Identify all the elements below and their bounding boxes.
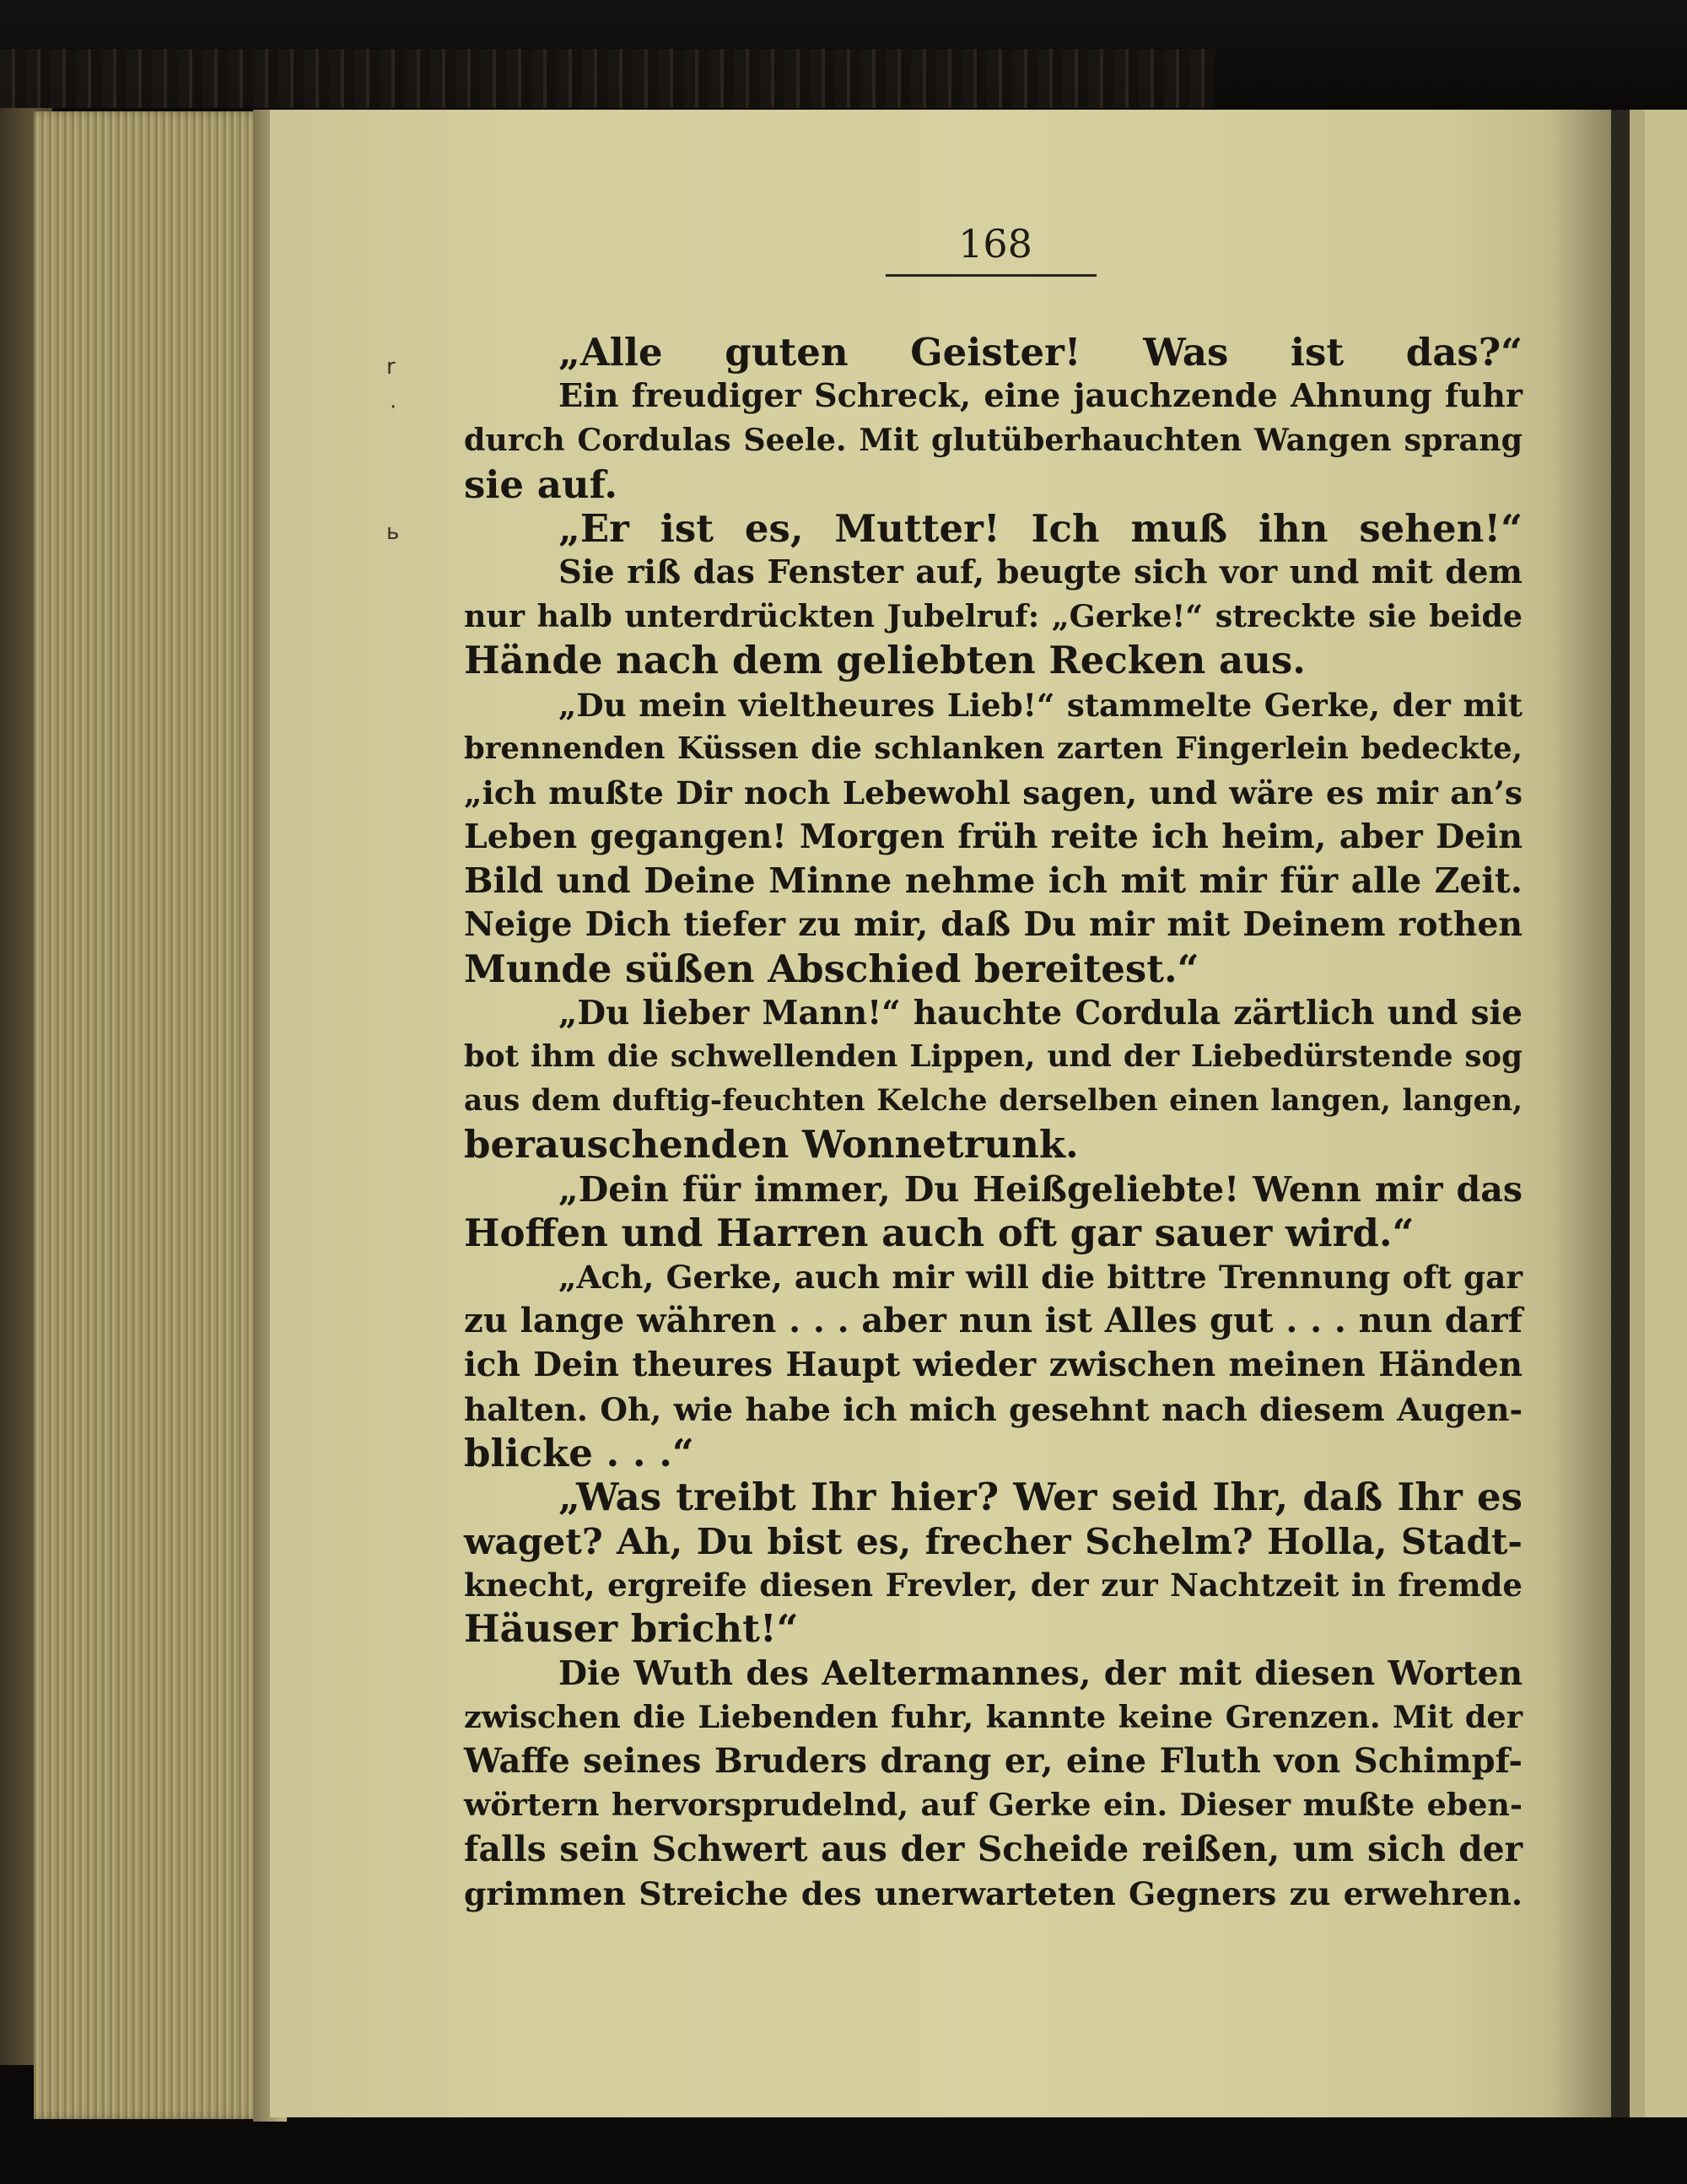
text-line: nur halb unterdrückten Jubelruf: „Gerke!“ streckte sie beide — [464, 598, 1523, 635]
text-line: zu lange währen . . . aber nun ist Alles gut . . . nun darf — [464, 1301, 1523, 1341]
text-line: brennenden Küssen die schlanken zarten Fingerlein bedeckte, — [464, 731, 1523, 766]
text-line: waget? Ah, Du bist es, frecher Schelm? Holla, Stadt- — [464, 1520, 1523, 1563]
text-line: Ein freudiger Schreck, eine jauchzende Ahnung fuhr — [558, 377, 1523, 416]
text-line: „Er ist es, Mutter! Ich muß ihn sehen!“ — [558, 505, 1523, 551]
text-line: Neige Dich tiefer zu mir, daß Du mir mit Deinem rothen — [464, 905, 1523, 945]
facing-page-edge — [1611, 110, 1687, 2117]
text-line: durch Cordulas Seele. Mit glutüberhauchten Wangen sprang — [464, 422, 1523, 459]
text-line: Hoffen und Harren auch oft gar sauer wird.“ — [464, 1210, 1415, 1255]
text-line: bot ihm die schwellenden Lippen, und der Liebedürstende sog — [464, 1039, 1523, 1074]
text-line: halten. Oh, wie habe ich mich gesehnt nach diesem Augen- — [464, 1390, 1523, 1428]
text-line: „Ach, Gerke, auch mir will die bittre Trennung oft gar — [558, 1258, 1523, 1296]
text-line: Waffe seines Bruders drang er, eine Fluth von Schimpf- — [464, 1741, 1523, 1781]
text-line: Bild und Deine Minne nehme ich mit mir für alle Zeit. — [464, 860, 1523, 902]
text-line: Hände nach dem geliebten Recken aus. — [464, 638, 1306, 683]
text-line: „ich mußte Dir noch Lebewohl sagen, und wäre es mir an’s — [464, 774, 1523, 812]
text-line: „Was treibt Ihr hier? Wer seid Ihr, daß Ihr es — [558, 1474, 1523, 1519]
text-line: falls sein Schwert aus der Scheide reißen, um sich der — [464, 1829, 1523, 1870]
text-line: wörtern hervorsprudelnd, auf Gerke ein. Dieser mußte eben- — [464, 1787, 1523, 1824]
text-line: aus dem duftig-feuchten Kelche derselben einen langen, langen, — [464, 1084, 1523, 1119]
text-line: blicke . . .“ — [464, 1430, 694, 1475]
text-line: Häuser bricht!“ — [464, 1606, 799, 1652]
text-line: „Dein für immer, Du Heißgeliebte! Wenn mir das — [558, 1167, 1523, 1210]
gutter-shadow — [1552, 110, 1620, 2117]
text-line: Leben gegangen! Morgen früh reite ich heim, aber Dein — [464, 817, 1523, 857]
text-line: „Du lieber Mann!“ hauchte Cordula zärtlich und sie — [558, 993, 1523, 1033]
page-number-rule — [886, 274, 1097, 277]
text-line: „Du mein vieltheures Lieb!“ stammelte Gerke, der mit — [558, 686, 1523, 724]
text-line: knecht, ergreife diesen Frevler, der zur Nachtzeit in fremde — [464, 1567, 1523, 1604]
text-line: berauschenden Wonnetrunk. — [464, 1122, 1079, 1167]
margin-mark: ь — [386, 520, 400, 545]
page-number: 168 — [958, 221, 1032, 267]
page-stack-edge — [34, 111, 287, 2119]
margin-dot: · — [390, 395, 397, 420]
body-text — [464, 331, 1523, 1916]
text-line: Sie riß das Fenster auf, beugte sich vor und mit dem — [558, 553, 1523, 591]
text-line: grimmen Streiche des unerwarteten Gegners zu erwehren. — [464, 1874, 1523, 1912]
margin-mark: r — [386, 354, 396, 380]
text-line: Die Wuth des Aeltermannes, der mit diesen Worten — [558, 1653, 1523, 1693]
text-line: sie auf. — [464, 461, 618, 507]
text-line: ich Dein theures Haupt wieder zwischen meinen Händen — [464, 1345, 1523, 1385]
text-line: zwischen die Liebenden fuhr, kannte keine Grenzen. Mit der — [464, 1698, 1523, 1735]
text-line: „Alle guten Geister! Was ist das?“ — [558, 330, 1523, 375]
book-spine-edge — [0, 49, 1215, 108]
text-line: Munde süßen Abschied bereitest.“ — [464, 946, 1199, 991]
